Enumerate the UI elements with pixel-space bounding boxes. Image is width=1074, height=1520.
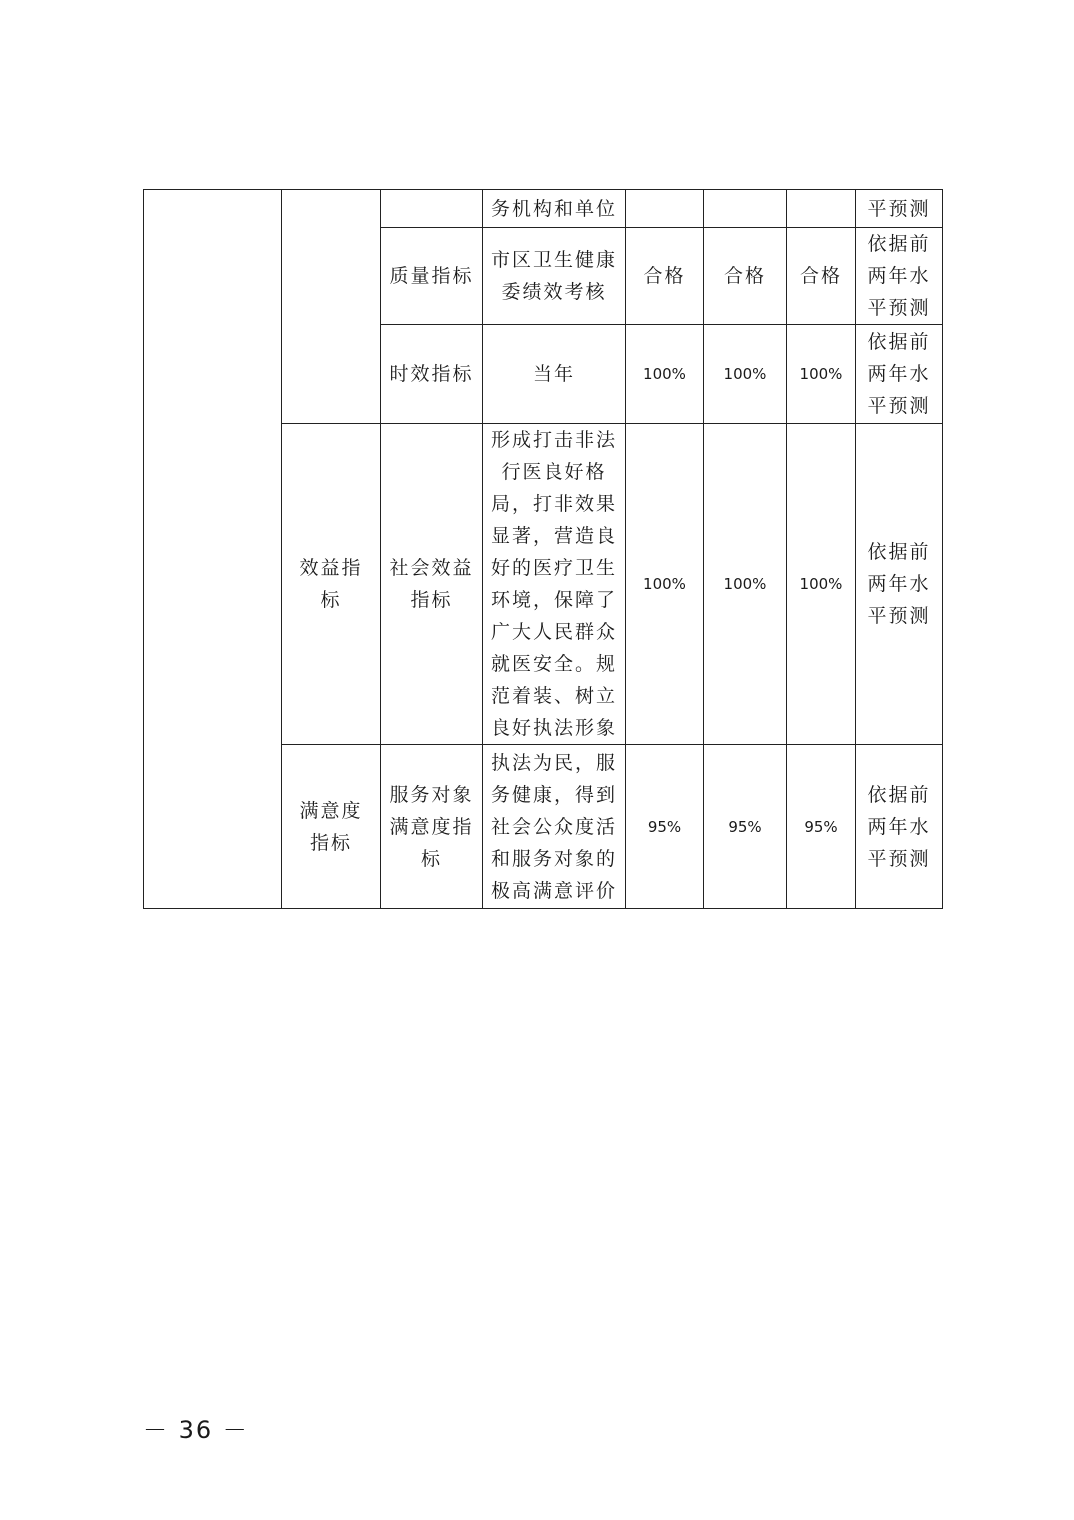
level3-cell: 质量指标 [381,228,483,325]
value-cell-3 [787,190,856,228]
basis-cell: 平预测 [856,190,943,228]
indicator-cell: 当年 [483,325,626,424]
level2-cell: 满意度指标 [282,745,381,909]
page-number: － 36 － [143,1416,249,1444]
value-cell-1: 95% [626,745,704,909]
level3-cell: 服务对象满意度指标 [381,745,483,909]
value-cell-1: 合格 [626,228,704,325]
level3-cell-blank [381,190,483,228]
indicator-cell: 务机构和单位 [483,190,626,228]
basis-cell: 依据前两年水平预测 [856,325,943,424]
indicator-cell: 形成打击非法行医良好格局，打非效果显著，营造良好的医疗卫生环境，保障了广大人民群众就医安全。规范着装、树立良好执法形象 [483,424,626,745]
level3-cell: 时效指标 [381,325,483,424]
indicator-cell: 市区卫生健康委绩效考核 [483,228,626,325]
level2-cell: 效益指标 [282,424,381,745]
basis-cell: 依据前两年水平预测 [856,228,943,325]
value-cell-2: 100% [704,424,787,745]
value-cell-2: 95% [704,745,787,909]
value-cell-2: 100% [704,325,787,424]
value-cell-3: 95% [787,745,856,909]
level2-cell-blank [282,190,381,424]
basis-cell: 依据前两年水平预测 [856,745,943,909]
value-cell-1: 100% [626,325,704,424]
value-cell-3: 100% [787,325,856,424]
value-cell-2 [704,190,787,228]
level3-cell: 社会效益指标 [381,424,483,745]
value-cell-2: 合格 [704,228,787,325]
performance-indicator-table [143,189,943,909]
value-cell-3: 合格 [787,228,856,325]
level1-cell-blank [144,190,282,909]
table-row-continued [144,190,943,228]
basis-cell: 依据前两年水平预测 [856,424,943,745]
indicator-cell: 执法为民，服务健康，得到社会公众度活和服务对象的极高满意评价 [483,745,626,909]
value-cell-3: 100% [787,424,856,745]
value-cell-1 [626,190,704,228]
value-cell-1: 100% [626,424,704,745]
